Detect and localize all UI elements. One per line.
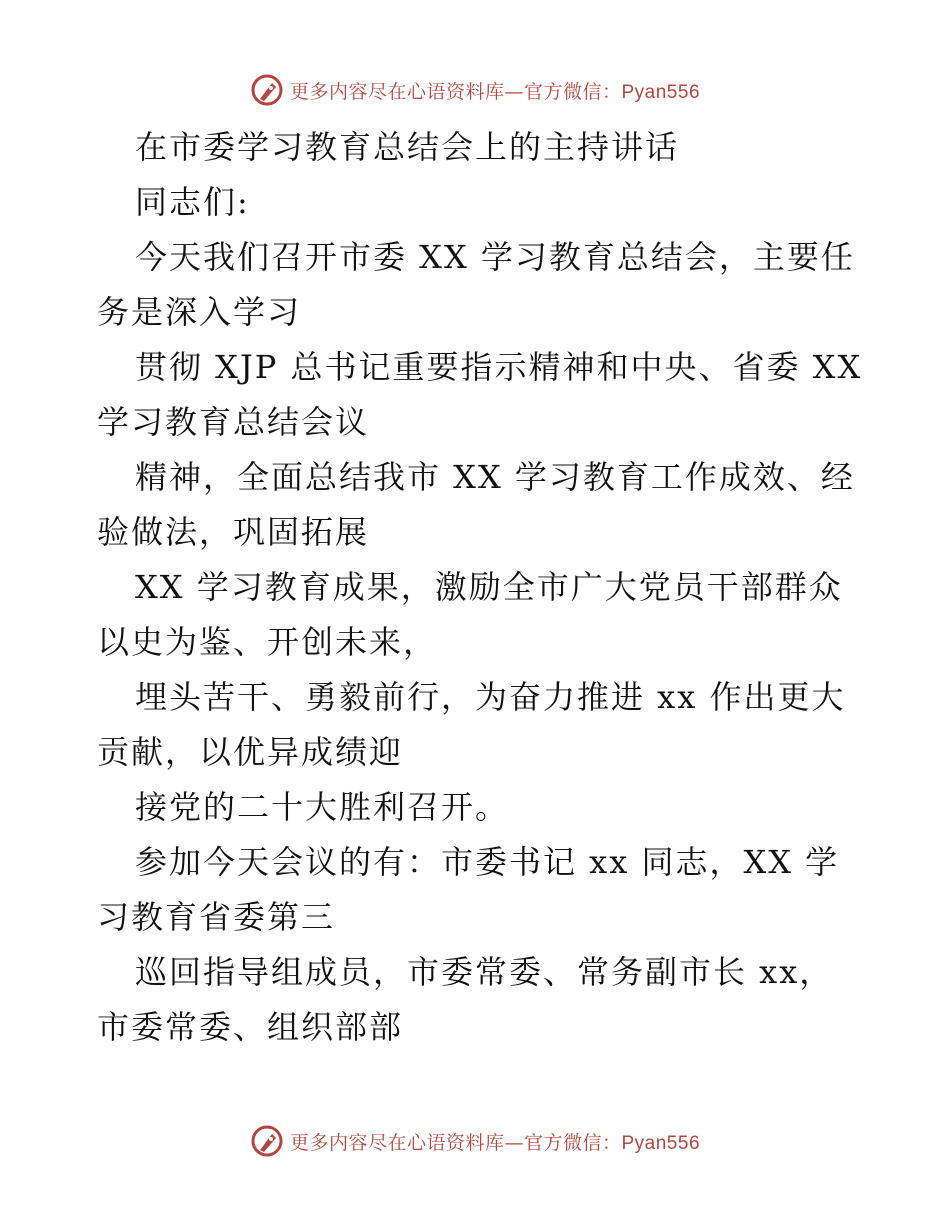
paragraph-line: 市委常委、组织部部 [97,1008,404,1046]
paragraph-line: 同志们: [135,183,250,221]
paragraph-line: 学习教育总结会议 [97,403,370,441]
paragraph-line: 今天我们召开市委 XX 学习教育总结会，主要任 [135,238,855,276]
paragraph-line: 习教育省委第三 [97,898,336,936]
document-title: 在市委学习教育总结会上的主持讲话 [135,128,680,166]
footer-watermark [0,1121,950,1161]
paragraph-line: 接党的二十大胜利召开。 [135,788,510,826]
paragraph-line: 参加今天会议的有：市委书记 xx 同志，XX 学 [135,843,840,881]
paragraph-line: 埋头苦干、勇毅前行，为奋力推进 xx 作出更大 [135,678,846,716]
paragraph-line: 贡献，以优异成绩迎 [97,733,404,771]
pen-nib-logo-icon [250,73,284,107]
paragraph-line: 贯彻 XJP 总书记重要指示精神和中央、省委 XX [135,348,863,386]
header-watermark [0,70,950,110]
pen-nib-logo-icon [250,1124,284,1158]
watermark-text: 更多内容尽在心语资料库—官方微信：Pyan556 [289,80,701,103]
paragraph-line: XX 学习教育成果，激励全市广大党员干部群众 [135,568,843,606]
paragraph-line: 巡回指导组成员，市委常委、常务副市长 xx， [135,953,834,991]
document-body [97,120,863,1055]
paragraph-line: 验做法，巩固拓展 [97,513,370,551]
paragraph-line: 以史为鉴、开创未来， [97,623,438,661]
watermark-text: 更多内容尽在心语资料库—官方微信：Pyan556 [289,1131,701,1154]
paragraph-line: 精神，全面总结我市 XX 学习教育工作成效、经 [135,458,855,496]
paragraph-line: 务是深入学习 [97,293,302,331]
